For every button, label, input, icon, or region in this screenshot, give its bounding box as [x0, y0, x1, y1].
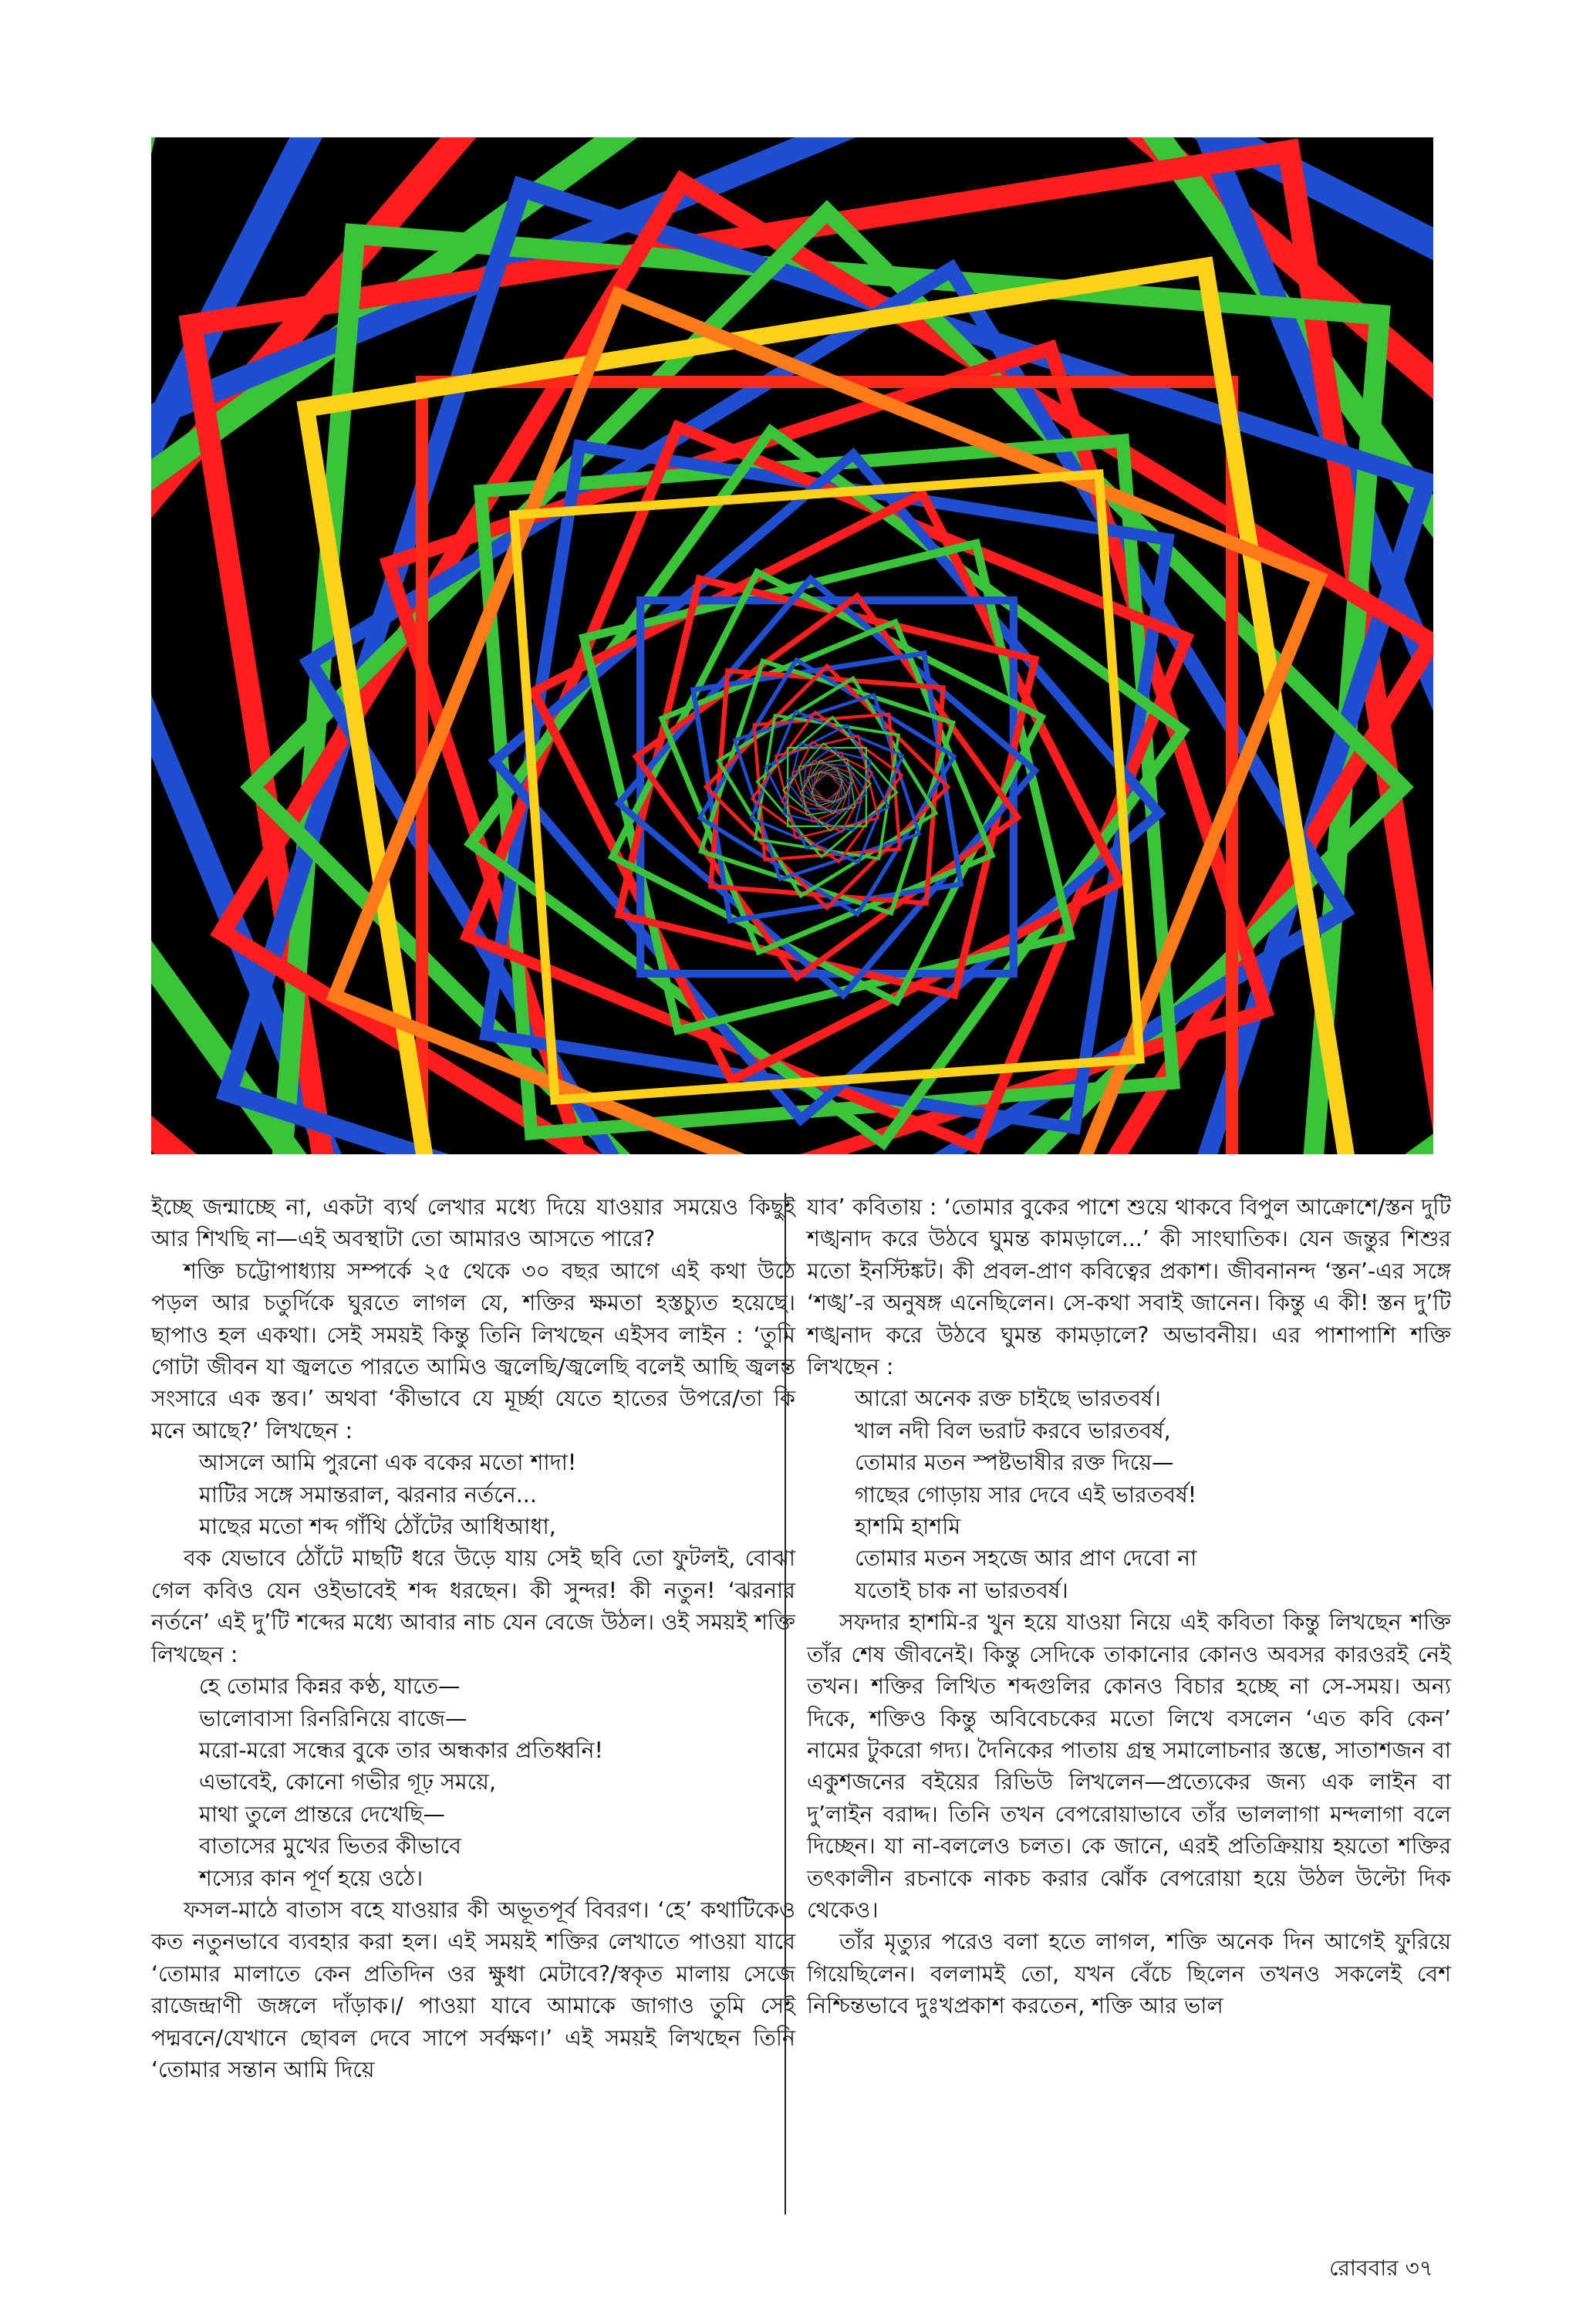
body-paragraph: তাঁর মৃত্যুর পরেও বলা হতে লাগল, শক্তি অনেক দিন আগেই ফুরিয়ে গিয়েছিলেন। বললামই তো, যখন বেঁচে ছিলেন তখনও সকলেই বেশ নিশ্চিন্তভাবে দুঃখপ্রকাশ করতেন, শক্তি আর ভাল: [807, 1929, 1451, 2019]
body-paragraph: সফদার হাশমি-র খুন হয়ে যাওয়া নিয়ে এই কবিতা কিন্তু লিখছেন শক্তি তাঁর শেষ জীবনেই। কিন্তু সেদিকে তাকানোর কোনও অবসর কারওরই নেই তখন। শক্তির লিখিত শব্দগুলির কোনও বিচার হচ্ছে না সে-সময়। অন্য দিকে, শক্তিও কিন্তু অবিবেচকের মতো লিখে বসলেন ‘এত কবি কেন’ নামের টুকরো গদ্য। দৈনিকের পাতায় গ্রন্থ সমালোচনার স্তম্ভে, সাতাশজন বা একুশজনের বইয়ের রিভিউ লিখলেন—প্রত্যেকের জন্য এক লাইন বা দু’লাইন বরাদ্দ। তিনি তখন বেপরোয়াভাবে তাঁর ভাললাগা মন্দলাগা বলে দিচ্ছেন। যা না-বললেও চলত। কে জানে, এরই প্রতিক্রিয়ায় হয়তো শক্তির তৎকালীন রচনাকে নাকচ করার ঝোঁক বেপরোয়া হয়ে উঠল উল্টো দিক থেকেও।: [807, 1610, 1451, 1923]
poem-line: হে তোমার কিন্নর কণ্ঠ, যাতে—: [199, 1674, 461, 1700]
poem-line: তোমার মতন সহজে আর প্রাণ দেবো না: [855, 1545, 1197, 1572]
body-paragraph: ফসল-মাঠে বাতাস বহে যাওয়ার কী অভূতপূর্ব বিবরণ। ‘হে’ কথাটিকেও কত নতুনভাবে ব্যবহার করা হল। এই সময়ই শক্তির লেখাতে পাওয়া যাবে ‘তোমার মালাতে কেন প্রতিদিন ওর ক্ষুধা মেটাবে?/স্বকৃত মালায় সেজে রাজেন্দ্রাণী জঙ্গলে দাঁড়াক।/ পাওয়া যাবে আমাকে জাগাও তুমি সেই পদ্মবনে/যেখানে ছোবল দেবে সাপে সর্বক্ষণ।’ এই সময়ই লিখছেন তিনি ‘তোমার সন্তান আমি দিয়ে: [151, 1897, 795, 2082]
poem-line: আরো অনেক রক্ত চাইছে ভারতবর্ষ।: [855, 1386, 1161, 1412]
poem-line: গাছের গোড়ায় সার দেবে এই ভারতবর্ষ!: [855, 1481, 1197, 1508]
poem-line: যতোই চাক না ভারতবর্ষ।: [855, 1577, 1068, 1603]
poem-line: তোমার মতন স্পষ্টভাষীর রক্ত দিয়ে—: [855, 1450, 1174, 1476]
poem-line: হাশমি হাশমি: [855, 1514, 961, 1540]
poem-line: এভাবেই, কোনো গভীর গূঢ় সময়ে,: [199, 1769, 497, 1795]
article-illustration: [151, 137, 1433, 1154]
poem-line: মাথা তুলে প্রান্তরে দেখেছি—: [199, 1801, 445, 1827]
poem-line: মরো-মরো সন্ধের বুকে তার অন্ধকার প্রতিধ্বনি!: [199, 1737, 603, 1763]
poem-line: বাতাসের মুখের ভিতর কীভাবে: [199, 1833, 461, 1860]
rotating-squares-tunnel-icon: [151, 137, 1433, 1154]
article-column-left: [151, 1191, 795, 2086]
poem-line: শস্যের কান পূর্ণ হয়ে ওঠে।: [199, 1865, 424, 1891]
column-divider: [785, 1193, 786, 2214]
poem-line: আসলে আমি পুরনো এক বকের মতো শাদা!: [199, 1450, 577, 1476]
poem-line: খাল নদী বিল ভরাট করবে ভারতবর্ষ,: [855, 1417, 1171, 1444]
body-paragraph: ইচ্ছে জন্মাচ্ছে না, একটা ব্যর্থ লেখার মধ্যে দিয়ে যাওয়ার সময়েও কিছুই আর শিখছি না—এই অবস্থাটা তো আমারও আসতে পারে?: [151, 1194, 795, 1252]
article-column-right: [807, 1191, 1451, 2022]
poem-line: মাটির সঙ্গে সমান্তরাল, ঝরনার নর্তনে...: [199, 1481, 537, 1508]
poem-line: মাছের মতো শব্দ গাঁথি ঠোঁটের আধিআধা,: [199, 1514, 556, 1540]
poem-line: ভালোবাসা রিনরিনিয়ে বাজে—: [199, 1705, 467, 1731]
body-paragraph: শক্তি চট্টোপাধ্যায় সম্পর্কে ২৫ থেকে ৩০ বছর আগে এই কথা উঠে পড়ল আর চতুর্দিকে ঘুরতে লাগল যে, শক্তির ক্ষমতা হস্তচ্যুত হয়েছে। ছাপাও হল একথা। সেই সময়ই কিন্তু তিনি লিখছেন এইসব লাইন : ‘তুমি গোটা জীবন যা জ্বলতে পারতে আমিও জ্বলেছি/জ্বলেছি বলেই আছি জ্বলন্ত সংসারে এক স্তব।’ অথবা ‘কীভাবে যে মূর্চ্ছা যেতে হাতের উপরে/তা কি মনে আছে?’ লিখছেন :: [151, 1258, 795, 1444]
body-paragraph: বক যেভাবে ঠোঁটে মাছটি ধরে উড়ে যায় সেই ছবি তো ফুটলই, বোঝা গেল কবিও যেন ওইভাবেই শব্দ ধরছেন। কী সুন্দর! কী নতুন! ‘ঝরনার নর্তনে’ এই দু’টি শব্দের মধ্যে আবার নাচ যেন বেজে উঠল। ওই সময়ই শক্তি লিখছেন :: [151, 1545, 795, 1667]
page-folio: রোববার ৩৭: [1329, 2255, 1433, 2281]
body-paragraph: যাব’ কবিতায় : ‘তোমার বুকের পাশে শুয়ে থাকবে বিপুল আক্রোশে/স্তন দুটি শঙ্খনাদ করে উঠবে ঘুমন্ত কামড়ালে...’ কী সাংঘাতিক। যেন জন্তুর শিশুর মতো ইনস্টিঙ্কট। কী প্রবল-প্রাণ কবিত্বের প্রকাশ। জীবনানন্দ ‘স্তন’-এর সঙ্গে ‘শঙ্খ’-র অনুষঙ্গ এনেছিলেন। সে-কথা সবাই জানেন। কিন্তু এ কী! স্তন দু’টি শঙ্খনাদ করে উঠবে ঘুমন্ত কামড়ালে? অভাবনীয়। এর পাশাপাশি শক্তি লিখছেন :: [807, 1194, 1451, 1380]
